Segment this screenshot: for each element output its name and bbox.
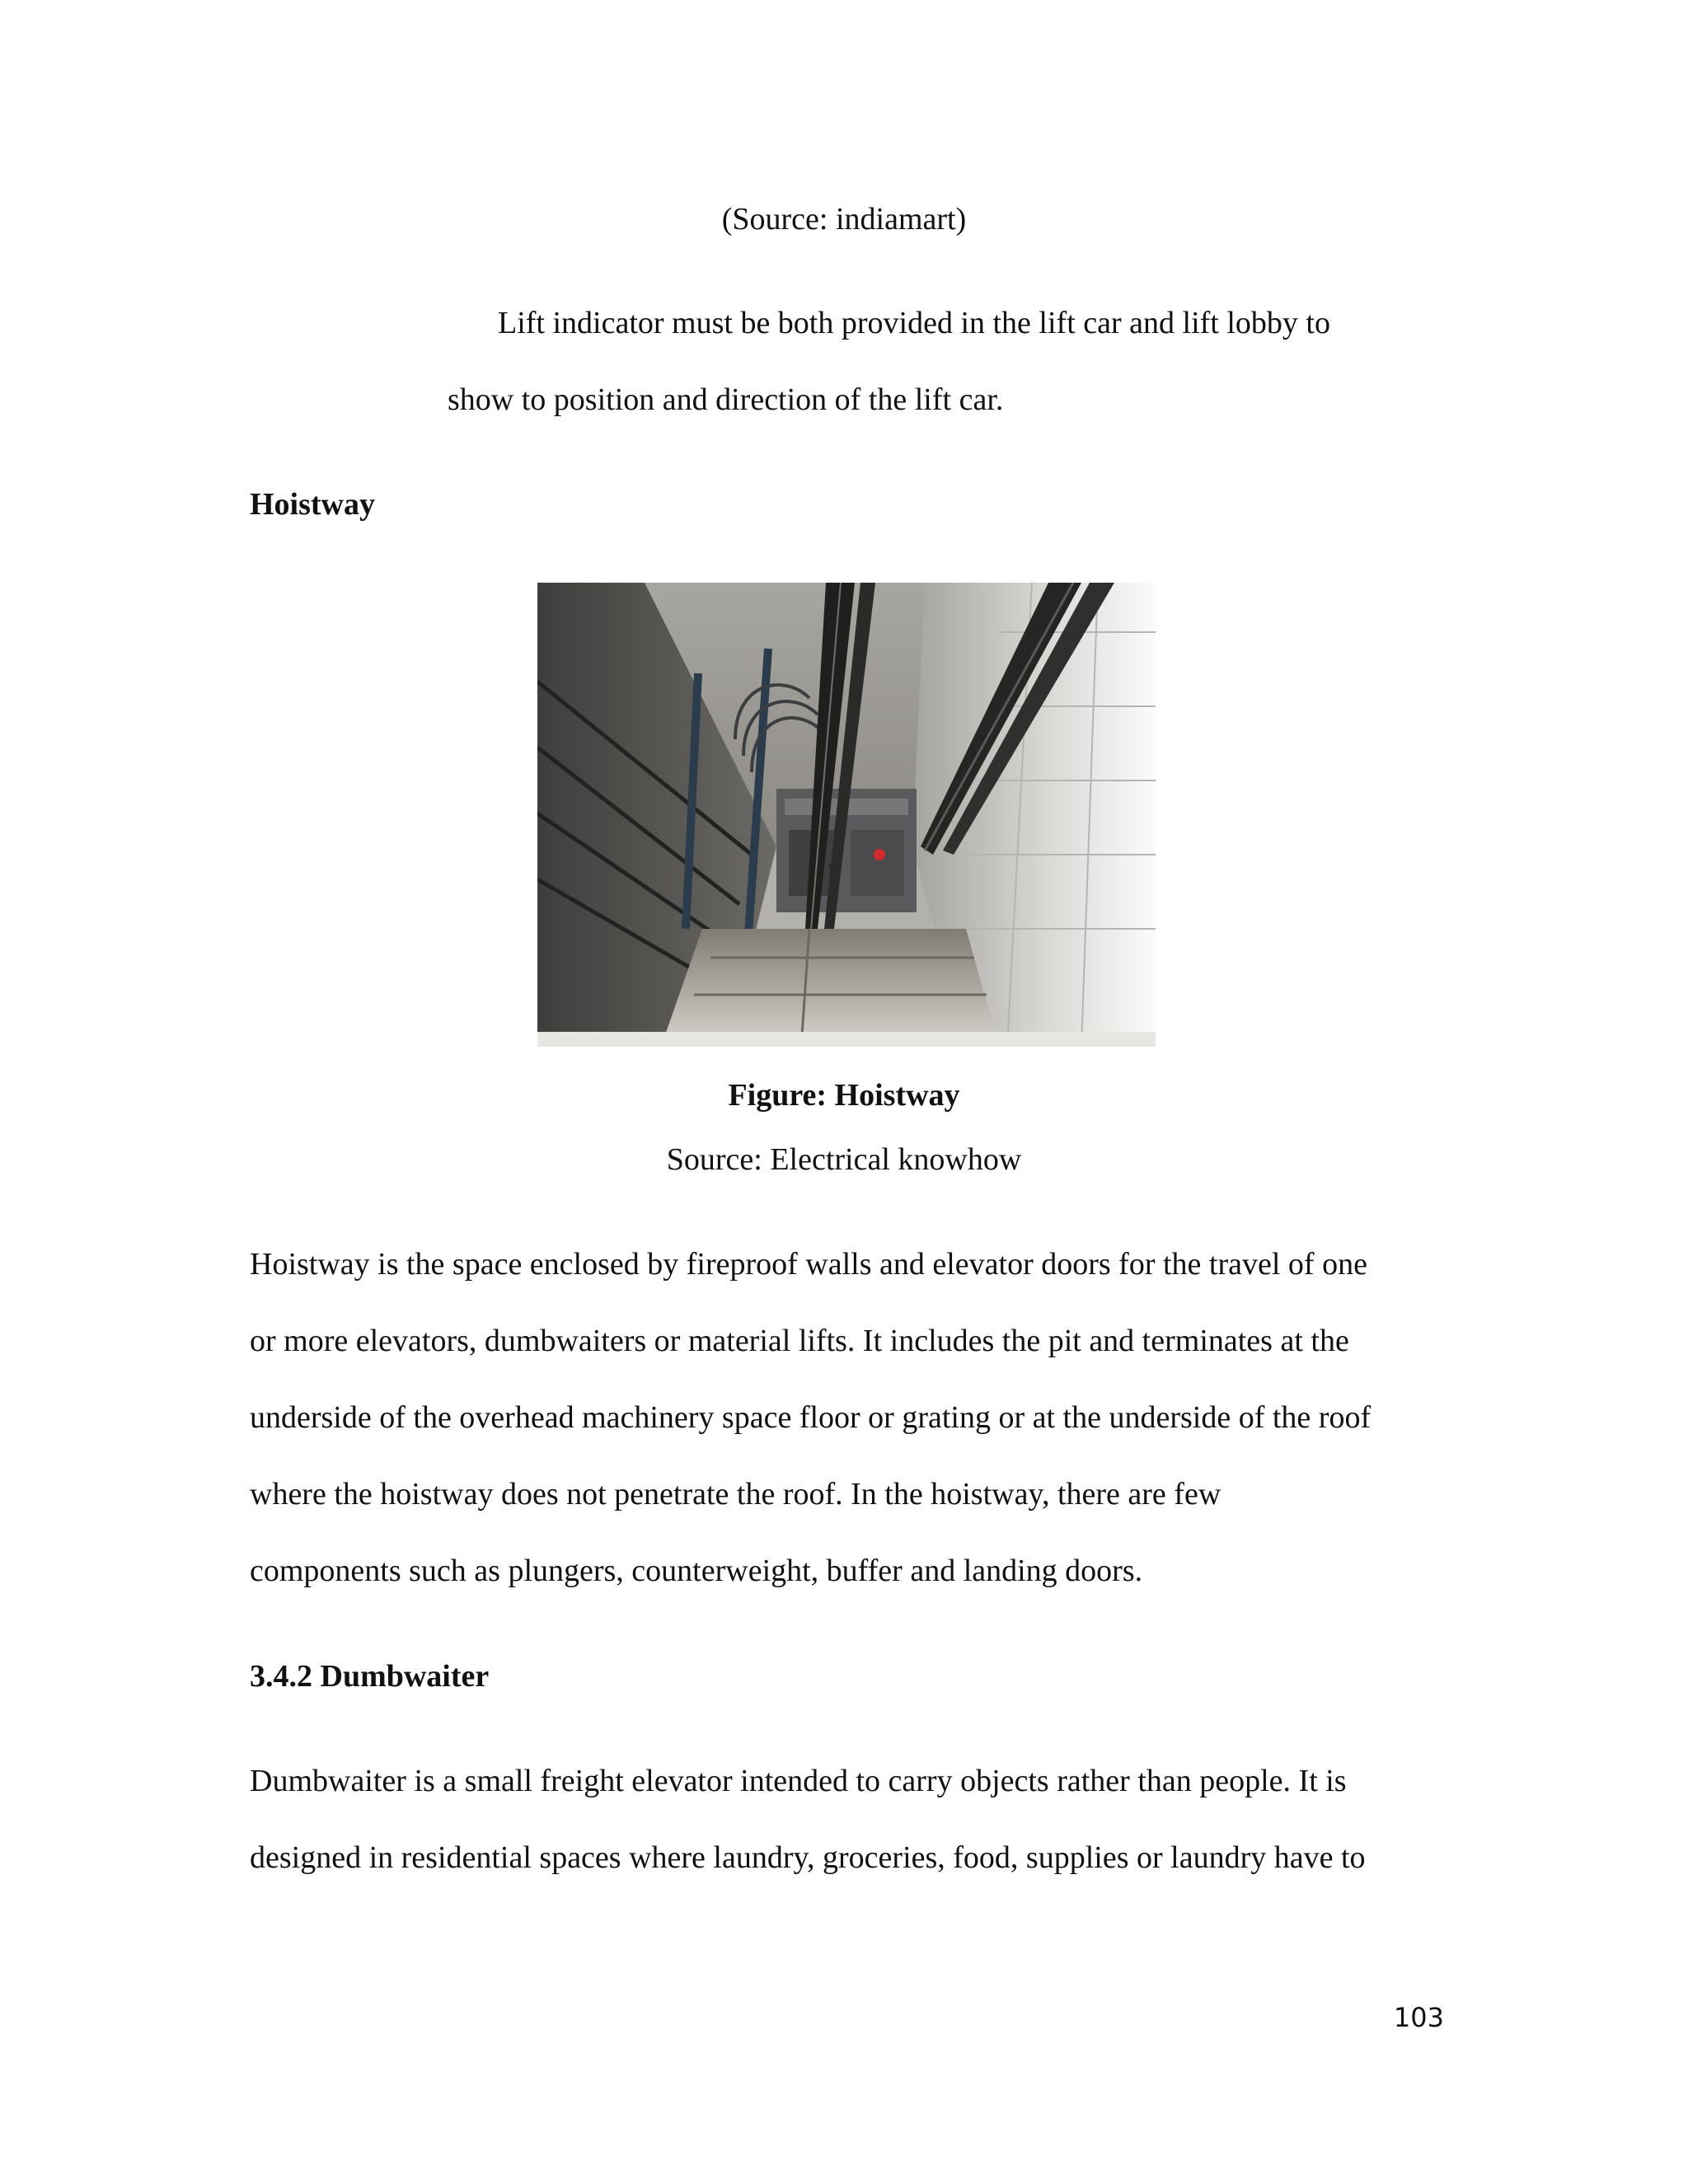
lift-indicator-line-1: Lift indicator must be both provided in the lift car and lift lobby to xyxy=(498,306,1330,340)
dumbwaiter-para-line-2: designed in residential spaces where laundry, groceries, food, supplies or laundry have to xyxy=(250,1840,1366,1875)
subsection-heading-dumbwaiter: 3.4.2 Dumbwaiter xyxy=(250,1659,490,1694)
hoistway-para-line-1: Hoistway is the space enclosed by fireproof walls and elevator doors for the travel of one xyxy=(250,1247,1367,1282)
section-heading-hoistway: Hoistway xyxy=(250,487,375,522)
hoistway-para-line-2: or more elevators, dumbwaiters or material lifts. It includes the pit and terminates at the xyxy=(250,1324,1349,1358)
dumbwaiter-para-line-1: Dumbwaiter is a small freight elevator intended to carry objects rather than people. It is xyxy=(250,1764,1347,1798)
hoistway-para-line-4: where the hoistway does not penetrate the roof. In the hoistway, there are few xyxy=(250,1477,1221,1511)
page-number: 103 xyxy=(1393,2002,1444,2033)
hoistway-photo xyxy=(537,583,1156,1047)
top-source-caption: (Source: indiamart) xyxy=(721,202,967,237)
hoistway-para-line-3: underside of the overhead machinery space floor or grating or at the underside of the roof xyxy=(250,1400,1372,1435)
lift-indicator-line-2: show to position and direction of the lift car. xyxy=(448,382,1004,417)
figure-title: Figure: Hoistway xyxy=(728,1078,960,1113)
hoistway-para-line-5: components such as plungers, counterweight, buffer and landing doors. xyxy=(250,1554,1143,1588)
figure-source: Source: Electrical knowhow xyxy=(666,1142,1022,1177)
